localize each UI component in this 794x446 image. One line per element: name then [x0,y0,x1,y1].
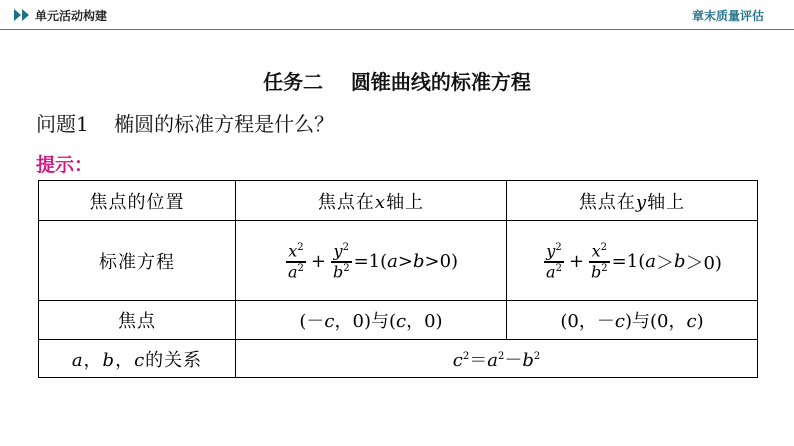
header-divider [0,29,794,30]
label-standard-equation: 标准方程 [39,221,236,301]
double-arrow-icon [14,9,30,21]
focus-x-axis: (－c，0)与(c，0) [236,301,507,340]
label-abc-relation: a，b，c的关系 [39,340,236,378]
focus-y-axis: (0，－c)与(0，c) [507,301,758,340]
top-bar [0,0,794,30]
table-row [39,340,758,378]
table-row [39,221,758,301]
header-cell-x-axis: 焦点在x轴上 [236,181,507,221]
abc-relation-formula: $c^2=a^2-b^2$ [236,340,758,378]
task-title: 任务二 圆锥曲线的标准方程 [263,70,531,94]
label-focus: 焦点 [39,301,236,340]
question-text: 问题1 椭圆的标准方程是什么？ [36,112,335,136]
chapter-review-link[interactable]: 章末质量评估 [691,9,764,23]
table-row [39,301,758,340]
hint-label: 提示： [36,154,94,176]
section-breadcrumb[interactable]: 单元活动构建 [35,9,108,23]
header-cell-y-axis: 焦点在y轴上 [507,181,758,221]
equation-y-axis: $\frac{y^2}{a^2}$ + $\frac{x^2}{b^2}$ =1( a ＞ b ＞0) [507,221,758,301]
header-cell-focus-position: 焦点的位置 [39,181,236,221]
equation-x-axis: $\frac{x^2}{a^2}$ + $\frac{y^2}{b^2}$ =1( a > b >0) [236,221,507,301]
ellipse-equation-table [38,180,758,378]
table-row [39,181,758,221]
